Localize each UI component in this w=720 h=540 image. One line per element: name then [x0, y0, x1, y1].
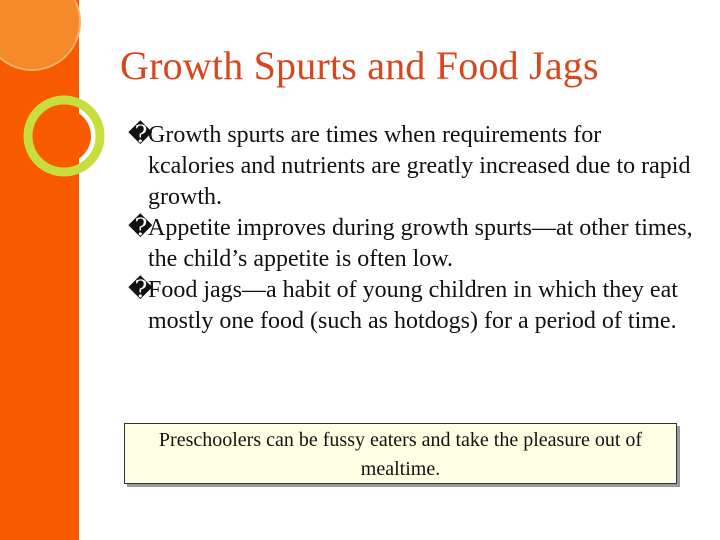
- bullet-item: [128, 213, 693, 275]
- bullet-icon: �: [128, 122, 153, 148]
- bullet-list: [128, 120, 693, 337]
- bullet-icon: �: [128, 215, 153, 241]
- bullet-text: Growth spurts are times when requirements for kcalories and nutrients are greatly increased due to rapid growth.: [148, 122, 691, 210]
- callout-text: Preschoolers can be fussy eaters and take the pleasure out of mealtime.: [158, 429, 643, 480]
- callout-box: [124, 423, 677, 484]
- bullet-text: Food jags—a habit of young children in which they eat mostly one food (such as hotdogs) for a period of time.: [148, 277, 678, 334]
- bullet-text: Appetite improves during growth spurts—at other times, the child’s appetite is often low.: [148, 215, 693, 272]
- bullet-item: [128, 120, 693, 213]
- slide-title: Growth Spurts and Food Jags: [120, 43, 599, 88]
- bullet-item: [128, 275, 693, 337]
- decorative-circles: [0, 0, 130, 200]
- bullet-icon: �: [128, 277, 153, 303]
